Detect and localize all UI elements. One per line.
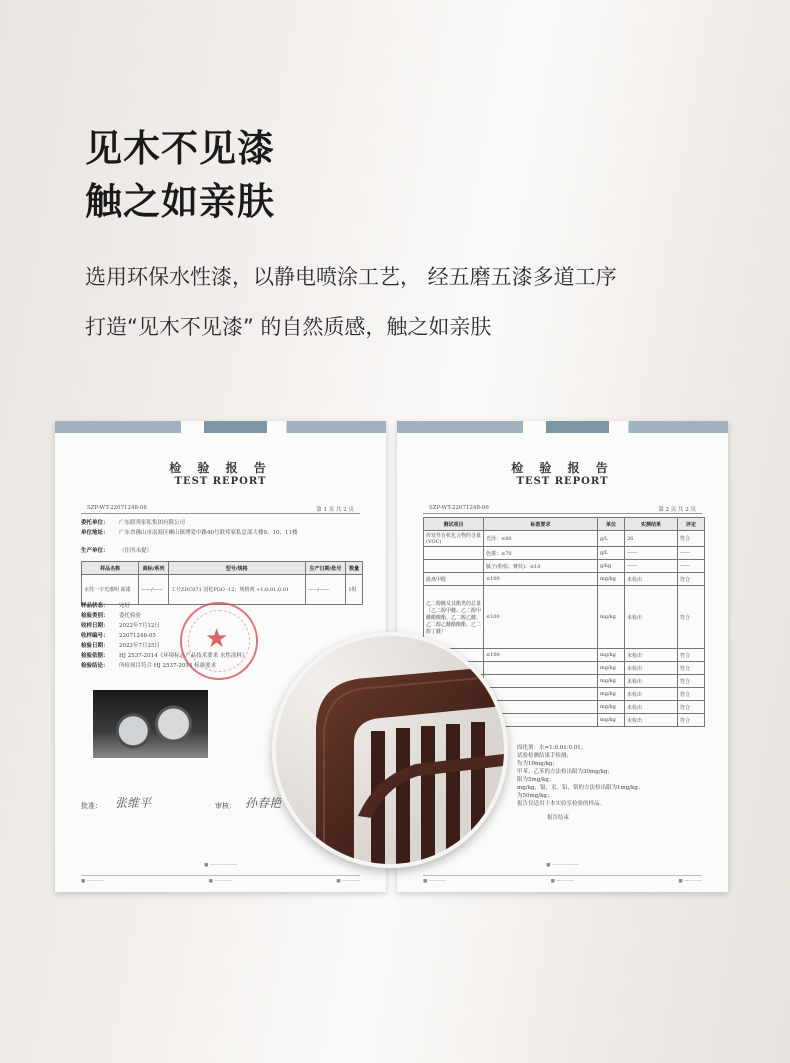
- table-row: 乙二醇醚及其酯类的总量（乙二醇甲醚、乙二醇甲醚醋酸酯、乙二醇乙醚、乙二醇乙醚醋酸酯、乙二醇丁醚） ≤100 mg/kg 未检出 符合: [424, 586, 705, 649]
- info-line: 收样日期： 2022年7月12日: [81, 623, 160, 629]
- table-row: ≤100 mg/kg 未检出 符合: [424, 649, 705, 662]
- info-line: 委托单位： 广东联邦家私集团有限公司: [81, 520, 186, 526]
- table-row: 腻子(粉状、膏状)：≤10 g/kg —— ——: [424, 560, 705, 573]
- table-row: mg/kg 未检出 符合: [424, 714, 705, 727]
- description: [85, 252, 765, 352]
- report-title-cn: 检 验 报 告: [169, 461, 272, 475]
- table-row: 挥发性有机化合物的含量(VOC) 光泽：≤80 g/L 26 符合: [424, 531, 705, 547]
- table-row: mg/kg 未检出 符合: [424, 662, 705, 675]
- note-line: 限为5mg/kg；: [517, 777, 555, 783]
- note-line: 甲苯、乙苯的方法检出限为30mg/kg；: [517, 769, 613, 775]
- report-footer: ■ ———— ■ ———— ■ ————: [81, 875, 360, 884]
- info-line: 收样编号： 22071248-05: [81, 633, 156, 639]
- headline-line-2: 触之如亲肤: [85, 180, 275, 223]
- table-row: 水性一字光漆明 面漆 ——/—— 工号ZDC071 国化PDO -12；规格剂 +1:0:01:0.01 ——/—— 1组: [82, 575, 363, 605]
- lab-logo: ■ ——————: [204, 863, 237, 868]
- table-row: mg/kg 未检出 符合: [424, 701, 705, 714]
- sample-table: [81, 561, 363, 605]
- note-line: 报告仅适用于本实验室检验的样品。: [517, 801, 606, 807]
- headline: [85, 122, 275, 228]
- report-meta: [429, 505, 696, 513]
- report-header-bar: [55, 421, 386, 433]
- lab-logo: ■ ——————: [546, 863, 579, 868]
- info-line: 检验依据： HJ 2537-2014《环境标志产品技术要求 水性涂料》: [81, 653, 248, 659]
- note-line: mg/kg，镉、汞、铅、铬的方法检出限为1mg/kg；: [517, 785, 644, 791]
- wood-armrest-illustration: [276, 636, 504, 864]
- furniture-detail-photo: [272, 632, 508, 868]
- table-header-row: 样品名称 商标/系列 型号/规格 生产日期/批号 数量: [82, 562, 363, 575]
- note-line: 为50mg/kg；: [517, 793, 553, 799]
- report-meta: [87, 505, 354, 513]
- info-line: 检验类别： 委托检验: [81, 613, 142, 619]
- info-line: 单位地址： 广东省佛山市南海区狮山镇博爱中路40号联邦家私总部大楼9、10、11楼: [81, 530, 298, 536]
- report-end: 报告结束: [547, 815, 570, 821]
- description-line-1: 选用环保水性漆，以静电喷涂工艺， 经五磨五漆多道工序: [85, 265, 617, 289]
- note-line: 均为10mg/kg；: [517, 761, 558, 767]
- table-row: 色漆：≤70 g/L —— ——: [424, 547, 705, 560]
- inspection-seal: [180, 602, 258, 680]
- approve-label: 批准：: [81, 802, 102, 810]
- report-footer: ■ ———— ■ ———— ■ ————: [423, 875, 702, 884]
- report-title-en: TEST REPORT: [516, 476, 609, 487]
- description-line-2: 打造“见木不见漆” 的自然质感，触之如亲肤: [85, 315, 492, 339]
- approve-signature: 张维平: [115, 796, 152, 810]
- divider: [81, 513, 360, 514]
- table-header-row: 测试项目 标准要求 单位 实测结果 评定: [424, 518, 705, 531]
- report-header-bar: [397, 421, 728, 433]
- info-line: 样品状态： 完好: [81, 603, 131, 609]
- star-icon: ★: [205, 624, 229, 654]
- note-line: 试验检测结果手检测；: [517, 753, 573, 759]
- report-page: 第 2 页 共 2 页: [658, 507, 696, 513]
- info-line: 检验结论： 所检项目符合 HJ 2537-2014 标准要求: [81, 663, 217, 669]
- table-row: mg/kg 未检出 符合: [424, 688, 705, 701]
- report-title-cn: 检 验 报 告: [511, 461, 614, 475]
- sample-photo: [93, 690, 208, 758]
- report-title-en: TEST REPORT: [174, 476, 267, 487]
- table-row: 游离甲醛 ≤100 mg/kg 未检出 符合: [424, 573, 705, 586]
- audit-signature: 孙春艳: [245, 796, 282, 810]
- info-line: 检验日期： 2022年7月25日: [81, 643, 160, 649]
- report-page: 第 1 页 共 2 页: [316, 507, 354, 513]
- report-number: SZP-WT-22071248-06: [87, 505, 147, 511]
- info-line: 生产单位： （住所未提）: [81, 548, 153, 554]
- audit-label: 审核：: [215, 802, 236, 810]
- headline-line-1: 见木不见漆: [85, 127, 275, 170]
- divider: [423, 513, 702, 514]
- table-row: mg/kg 未检出 符合: [424, 675, 705, 688]
- report-number: SZP-WT-22071248-06: [429, 505, 489, 511]
- note-line: 固化剂：水=1:0.01:0.01；: [517, 745, 587, 751]
